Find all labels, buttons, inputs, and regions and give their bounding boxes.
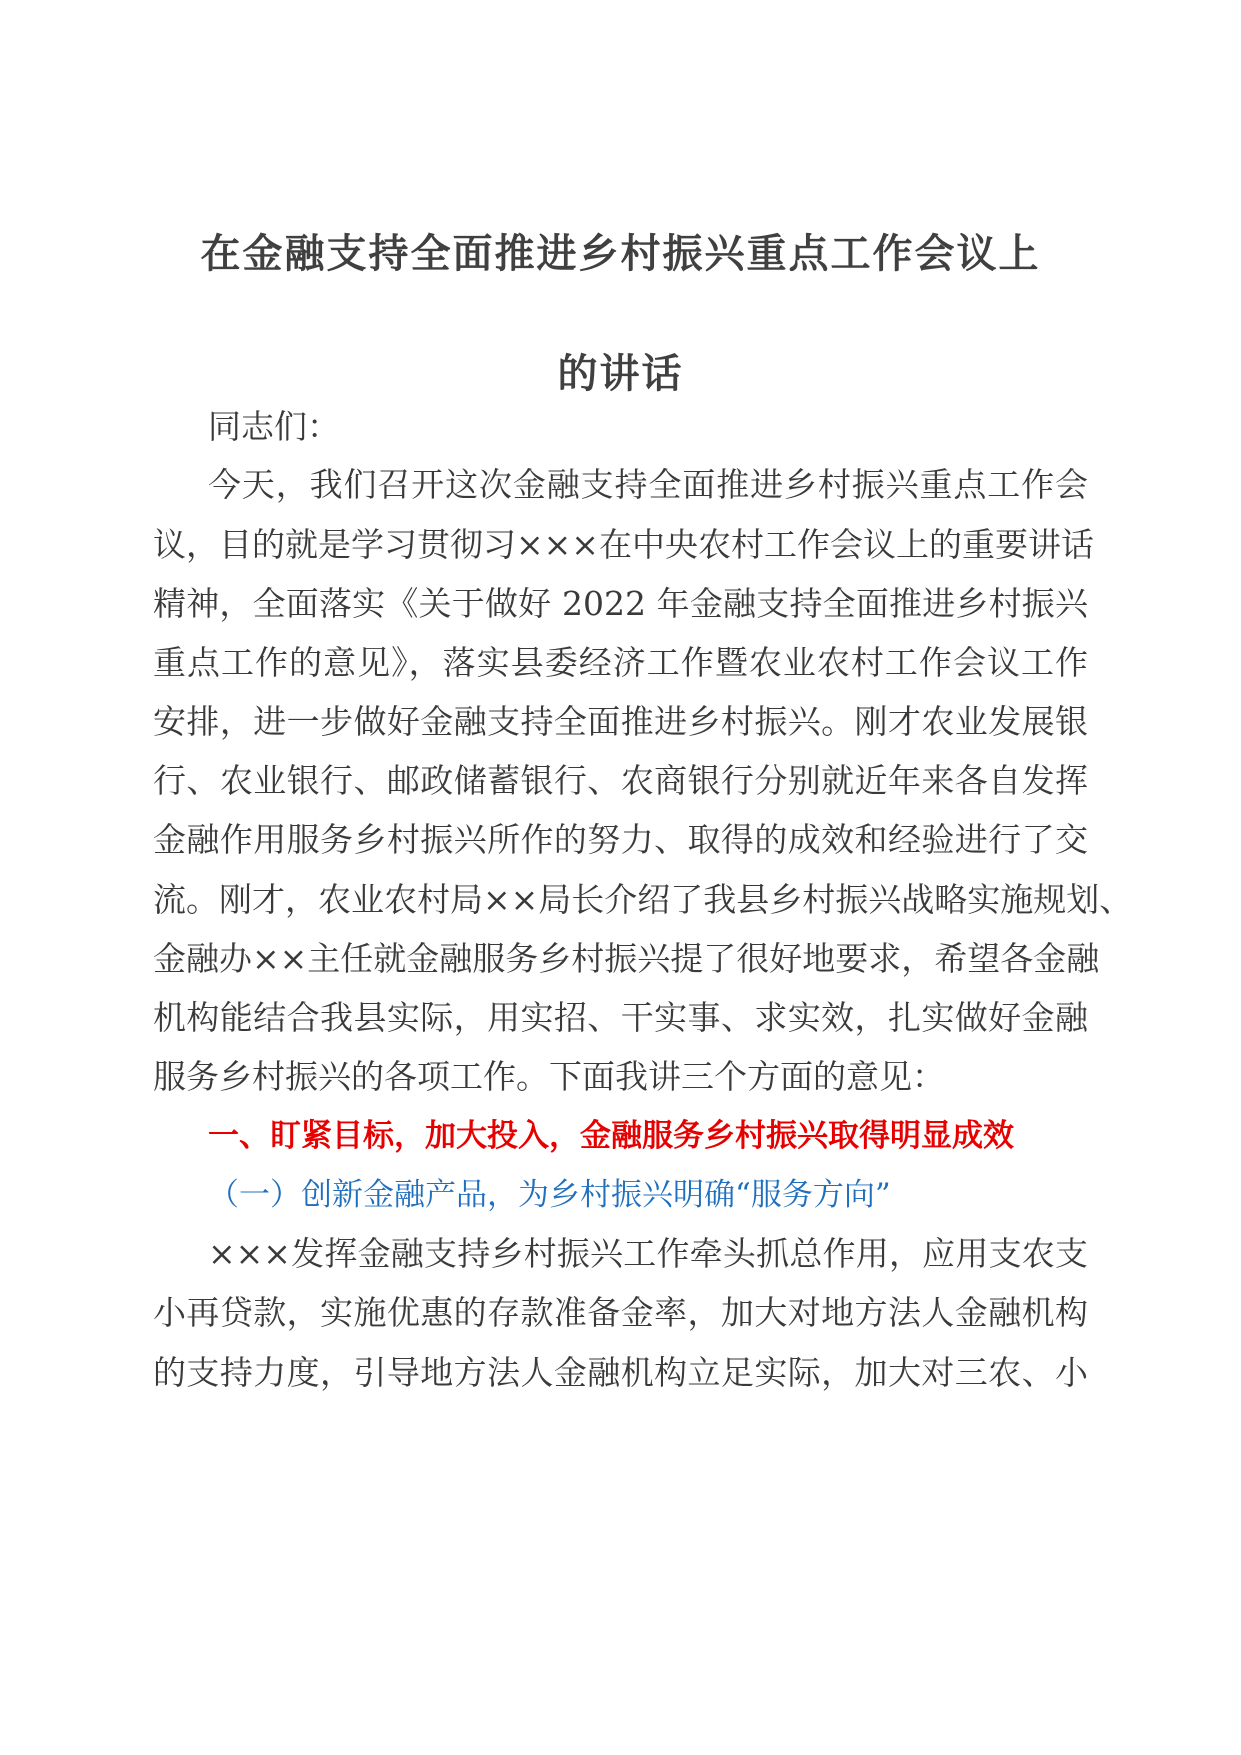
intro-line: 机构能结合我县实际，用实招、干实事、求实效，扎实做好金融 bbox=[153, 998, 1088, 1037]
section-heading-1: 一、盯紧目标，加大投入，金融服务乡村振兴取得明显成效 bbox=[208, 1118, 1014, 1154]
intro-line: 流。刚才，农业农村局××局长介绍了我县乡村振兴战略实施规划、 bbox=[153, 880, 1133, 919]
body-line: ×××发挥金融支持乡村振兴工作牵头抓总作用，应用支农支 bbox=[208, 1234, 1088, 1273]
intro-line: 议，目的就是学习贯彻习×××在中央农村工作会议上的重要讲话 bbox=[153, 525, 1094, 564]
intro-line: 金融办××主任就金融服务乡村振兴提了很好地要求，希望各金融 bbox=[153, 939, 1100, 978]
intro-line: 重点工作的意见》，落实县委经济工作暨农业农村工作会议工作 bbox=[153, 643, 1088, 682]
salutation: 同志们： bbox=[208, 407, 340, 446]
intro-line: 今天，我们召开这次金融支持全面推进乡村振兴重点工作会 bbox=[208, 465, 1088, 504]
intro-line: 行、农业银行、邮政储蓄银行、农商银行分别就近年来各自发挥 bbox=[153, 761, 1088, 800]
body-line: 的支持力度，引导地方法人金融机构立足实际，加大对三农、小 bbox=[153, 1353, 1088, 1392]
intro-line: 精神，全面落实《关于做好 2022 年金融支持全面推进乡村振兴 bbox=[153, 584, 1088, 623]
body-line: 小再贷款，实施优惠的存款准备金率，加大对地方法人金融机构 bbox=[153, 1293, 1088, 1332]
document-title-line-1: 在金融支持全面推进乡村振兴重点工作会议上 bbox=[200, 231, 1041, 277]
intro-line: 安排，进一步做好金融支持全面推进乡村振兴。刚才农业发展银 bbox=[153, 702, 1088, 741]
intro-line: 金融作用服务乡村振兴所作的努力、取得的成效和经验进行了交 bbox=[153, 820, 1088, 859]
document-title-line-2: 的讲话 bbox=[557, 351, 684, 397]
intro-line: 服务乡村振兴的各项工作。下面我讲三个方面的意见： bbox=[153, 1057, 945, 1096]
subsection-heading-1: （一）创新金融产品，为乡村振兴明确“服务方向” bbox=[208, 1177, 891, 1213]
